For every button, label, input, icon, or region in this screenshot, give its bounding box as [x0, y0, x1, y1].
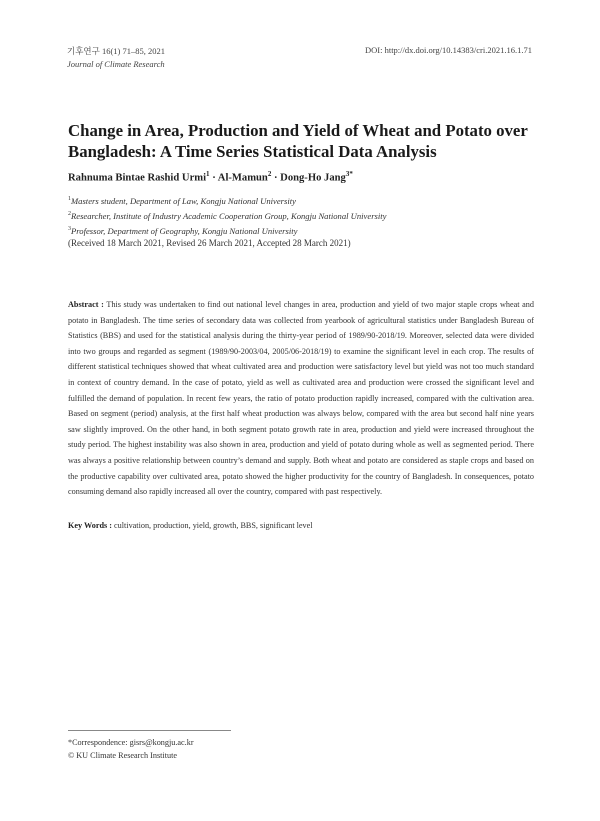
keywords	[68, 521, 313, 530]
paper-title: Change in Area, Production and Yield of Wheat and Potato over Bangladesh: A Time Series Statistical Data Analysis	[68, 121, 528, 161]
affiliation-mark: 2	[68, 210, 71, 217]
affiliation-text: Researcher, Institute of Industry Academic Cooperation Group, Kongju National University	[71, 210, 387, 221]
affiliation	[68, 208, 386, 223]
journal-issue: 기후연구 16(1) 71–85, 2021	[67, 46, 166, 56]
affiliation-text: Masters student, Department of Law, Kongju National University	[71, 195, 296, 206]
affiliation	[68, 223, 386, 238]
received-dates: (Received 18 March 2021, Revised 26 March 2021, Accepted 28 March 2021)	[68, 238, 351, 248]
keywords-text: cultivation, production, yield, growth, BBS, significant level	[114, 521, 313, 530]
affiliation-text: Professor, Department of Geography, Kongju National University	[71, 225, 298, 236]
abstract-text: This study was undertaken to find out national level changes in area, production and yield of two major staple crops wheat and potato in Bangladesh. The time series of secondary data was collected from yearbook of agricultural statistics under Bangladesh Bureau of Statistics (BBS) and used for the statistical analysis during the thirty-year period of 1989/90-2018/19. Moreover, selected data were divided into two groups and regarded as segment (1989/90-2003/04, 2005/06-2018/19) to examine the significant level in each crop. The results of different statistical techniques showed that wheat cultivated area and production were satisfactory level but yield was not too much standard in context of country demand. In the case of potato, yield as well as cultivated area and production were crossed the significant level and fulfilled the demand of population. In recent few years, the ratio of potato production rapidly increased, compared with the cultivation area. Based on segment (period) analysis, at the first half wheat production was always below, compared with the area but second half nine years saw slightly improved. On the other hand, in both segment potato growth rate in area, production and yield were increased throughout the study period. The highest instability was also shown in area, production and yield of potato during whole as well as segmented period. There was always a positive relationship between country’s demand and supply. Both wheat and potato are considered as staple crops and based on the productive capability over cultivated area, potato showed the higher productivity for the country of Bangladesh. In consequences, potato consuming demand also rapidly increased all over the country, compared with past respectively.	[68, 300, 534, 497]
doi-link[interactable]: DOI: http://dx.doi.org/10.14383/cri.2021.16.1.71	[364, 45, 532, 55]
abstract-label: Abstract :	[68, 300, 104, 309]
author-name: Al-Mamun	[217, 172, 268, 184]
footnote-divider	[68, 730, 231, 731]
author-separator: ·	[271, 172, 281, 184]
footnotes	[68, 736, 194, 762]
copyright: © KU Climate Research Institute	[68, 751, 177, 760]
journal-name: Journal of Climate Research	[67, 59, 165, 69]
running-header-left	[67, 45, 165, 71]
affiliation-mark: 1	[68, 196, 71, 202]
affiliation-mark: 3	[68, 225, 71, 232]
affiliation-list	[68, 193, 386, 238]
correspondence: *Correspondence: gisrs@kongju.ac.kr	[68, 738, 194, 747]
author-affil-mark: 2	[267, 170, 272, 178]
author-name: Dong-Ho Jang	[280, 172, 346, 184]
affiliation	[68, 193, 386, 208]
author-separator: ·	[209, 172, 218, 184]
author-affil-mark: 1	[206, 170, 210, 178]
abstract	[68, 297, 534, 500]
author-list	[68, 170, 353, 184]
author-name: Rahnuma Bintae Rashid Urmi	[68, 172, 207, 184]
author-affil-mark: 3*	[345, 170, 353, 178]
keywords-label: Key Words :	[68, 521, 112, 530]
